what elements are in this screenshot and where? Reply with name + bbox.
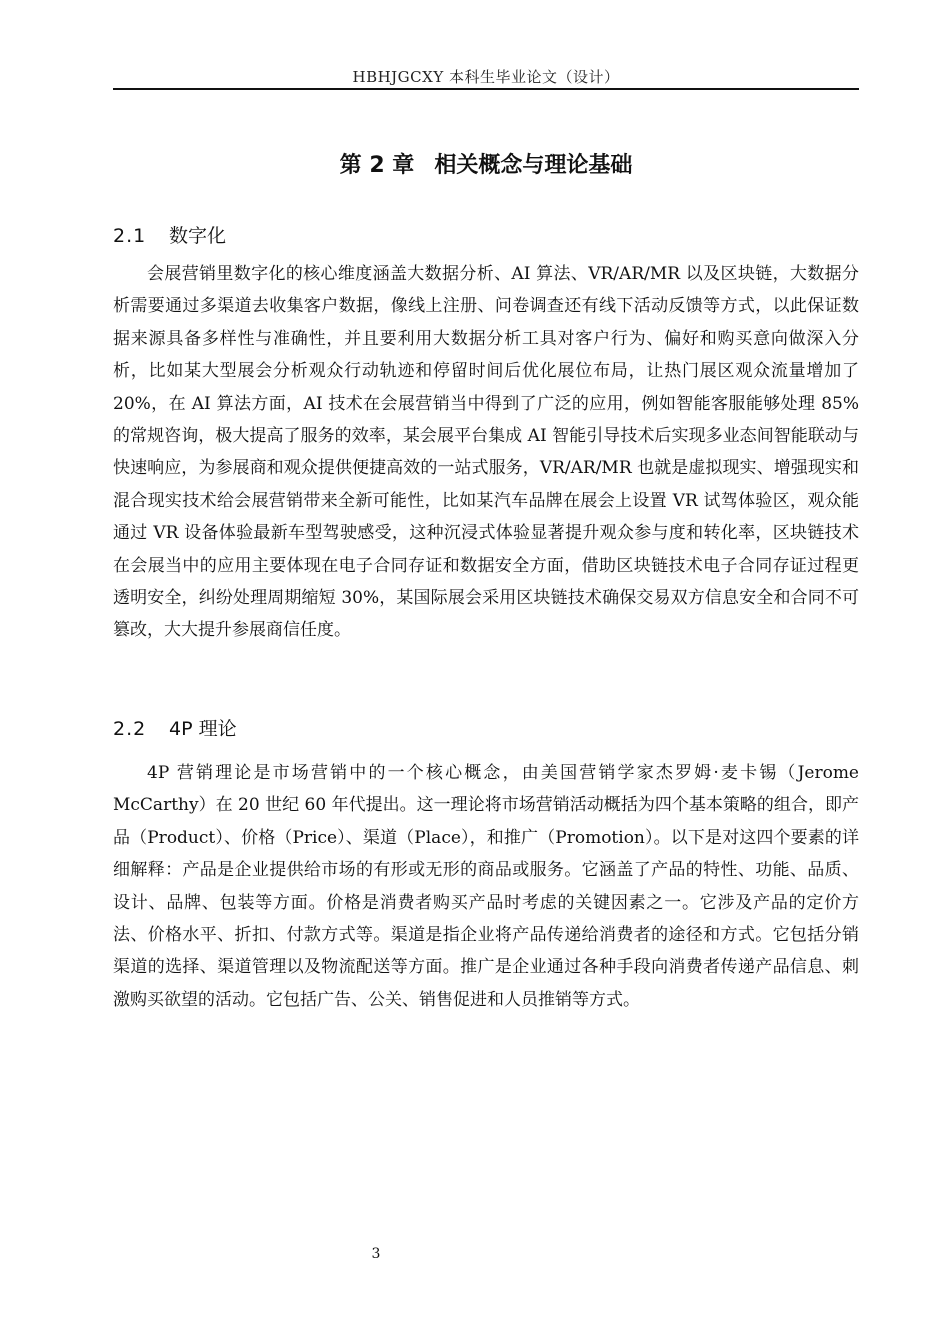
header-rule	[113, 88, 859, 90]
section-heading	[113, 714, 859, 741]
section-number: 2.1	[113, 225, 147, 247]
chapter-number: 第 2 章	[339, 153, 415, 178]
section-title: 数字化	[169, 225, 227, 247]
chapter-title	[113, 148, 859, 179]
running-header: HBHJGCXY 本科生毕业论文（设计）	[352, 68, 620, 86]
section-title: 4P 理论	[169, 718, 237, 740]
page-number: 3	[371, 1246, 381, 1262]
chapter-name: 相关概念与理论基础	[434, 153, 633, 178]
section-number: 2.2	[113, 718, 147, 740]
section-heading	[113, 221, 859, 248]
body-paragraph: 4P 营销理论是市场营销中的一个核心概念，由美国营销学家杰罗姆·麦卡锡（Jerome McCarthy）在 20 世纪 60 年代提出。这一理论将市场营销活动概括为四个基本策略的组合，即产品（Product）、价格（Price）、渠道（Place），和推广（Promotion）。以下是对这四个要素的详细解释：产品是企业提供给市场的有形或无形的商品或服务。它涵盖了产品的特性、功能、品质、设计、品牌、包装等方面。价格是消费者购买产品时考虑的关键因素之一。它涉及产品的定价方法、价格水平、折扣、付款方式等。渠道是指企业将产品传递给消费者的途径和方式。它包括分销渠道的选择、渠道管理以及物流配送等方面。推广是企业通过各种手段向消费者传递产品信息、刺激购买欲望的活动。它包括广告、公关、销售促进和人员推销等方式。	[113, 763, 859, 1010]
body-paragraph: 会展营销里数字化的核心维度涵盖大数据分析、AI 算法、VR/AR/MR 以及区块链，大数据分析需要通过多渠道去收集客户数据，像线上注册、问卷调查还有线下活动反馈等方式，以此保证数据来源具备多样性与准确性，并且要利用大数据分析工具对客户行为、偏好和购买意向做深入分析，比如某大型展会分析观众行动轨迹和停留时间后优化展位布局，让热门展区观众流量增加了 20%，在 AI 算法方面，AI 技术在会展营销当中得到了广泛的应用，例如智能客服能够处理 85%的常规咨询，极大提高了服务的效率，某会展平台集成 AI 智能引导技术后实现多业态间智能联动与快速响应，为参展商和观众提供便捷高效的一站式服务，VR/AR/MR 也就是虚拟现实、增强现实和混合现实技术给会展营销带来全新可能性，比如某汽车品牌在展会上设置 VR 试驾体验区，观众能通过 VR 设备体验最新车型驾驶感受，这种沉浸式体验显著提升观众参与度和转化率，区块链技术在会展当中的应用主要体现在电子合同存证和数据安全方面，借助区块链技术电子合同存证过程更透明安全，纠纷处理周期缩短 30%，某国际展会采用区块链技术确保交易双方信息安全和合同不可篡改，大大提升参展商信任度。	[113, 264, 859, 641]
